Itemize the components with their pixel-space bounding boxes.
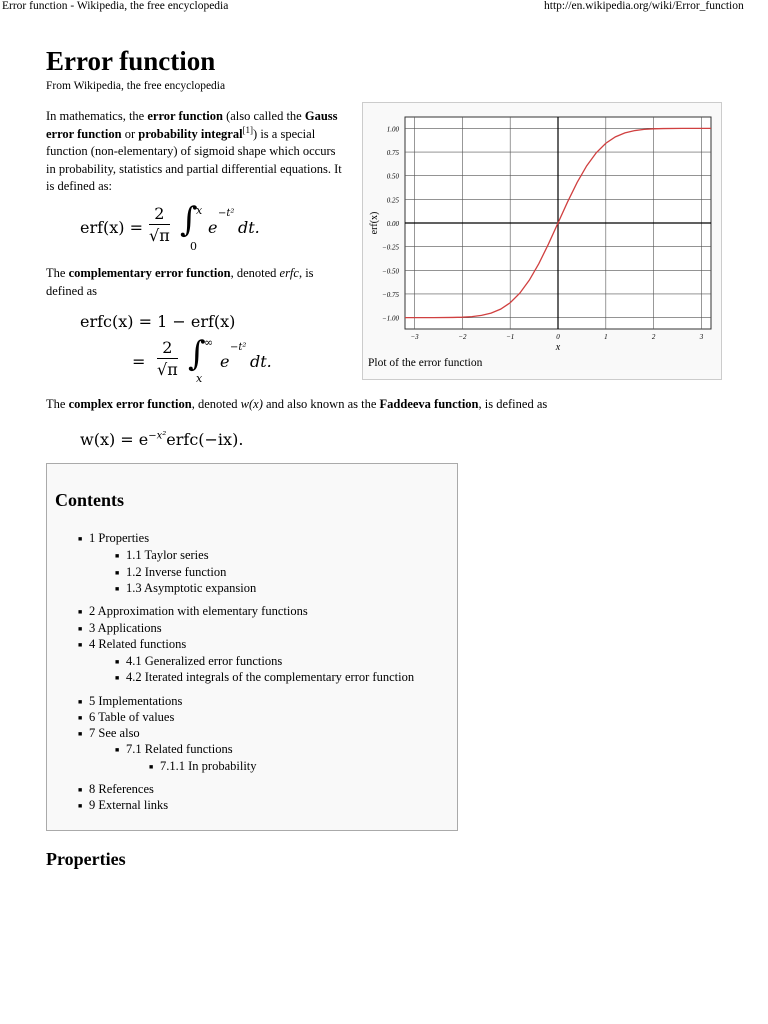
intro-text-4: ) is a special function (non-elementary) of sigmoid shape which occurs in probability, statistics and partial differential equations. It is defined as: xyxy=(46,126,342,193)
w-rhs: erfc(−ix). xyxy=(166,430,244,449)
comp-text-3: , is defined as xyxy=(46,266,314,298)
w-lhs: w(x) = e xyxy=(80,430,149,449)
erf-plot xyxy=(367,107,717,353)
toc-item-4-2[interactable]: ■ 4.2 Iterated integrals of the complementary error function xyxy=(126,670,414,685)
complex-text-1: The xyxy=(46,397,69,411)
x-tick-label: 2 xyxy=(651,333,656,341)
y-tick-label: 0.00 xyxy=(386,220,399,228)
toc-item-7-1[interactable]: ■ 7.1 Related functions xyxy=(126,742,233,757)
toc-item-1[interactable]: ■ 1 Properties xyxy=(89,531,149,546)
y-tick-label: 0.75 xyxy=(386,149,399,158)
complementary-paragraph xyxy=(46,265,346,300)
erfc-denominator: √π xyxy=(157,360,178,379)
y-tick-label: 0.25 xyxy=(386,196,399,205)
complex-paragraph xyxy=(46,396,706,414)
erfc-line-1: erfc(x) = 1 − erf(x) xyxy=(80,312,236,331)
toc-item-6[interactable]: ■ 6 Table of values xyxy=(89,710,174,725)
y-tick-label: −0.75 xyxy=(382,290,399,299)
print-header xyxy=(0,0,768,16)
print-header-url[interactable]: http://en.wikipedia.org/wiki/Error_function xyxy=(544,0,744,12)
toc-item-1-3[interactable]: ■ 1.3 Asymptotic expansion xyxy=(126,581,256,596)
toc-item-4[interactable]: ■ 4 Related functions xyxy=(89,637,186,652)
integral-sign-2: ∫ xyxy=(188,334,206,374)
complex-symbol: w(x) xyxy=(240,397,263,411)
w-exponent: −x² xyxy=(148,430,167,442)
y-tick-label: −0.50 xyxy=(382,267,399,276)
erfc-numerator: 2 xyxy=(157,338,178,359)
y-tick-label: 1.00 xyxy=(386,125,399,134)
toc-item-5[interactable]: ■ 5 Implementations xyxy=(89,694,182,709)
figure-caption: Plot of the error function xyxy=(368,357,483,369)
erf-numerator: 2 xyxy=(149,204,170,225)
faddeeva-formula xyxy=(80,430,243,449)
y-tick-label: −1.00 xyxy=(382,314,399,323)
intro-text-1: In mathematics, the xyxy=(46,109,148,123)
complex-text-3: and also known as the xyxy=(262,397,380,411)
faddeeva-term: Faddeeva function xyxy=(379,397,479,411)
print-header-title: Error function - Wikipedia, the free encyclopedia xyxy=(2,0,229,12)
toc-item-8[interactable]: ■ 8 References xyxy=(89,782,154,797)
toc-item-1-2[interactable]: ■ 1.2 Inverse function xyxy=(126,565,226,580)
y-tick-label: 0.50 xyxy=(386,172,399,181)
intro-term-error-function: error function xyxy=(147,109,223,123)
erfc-lower-limit: x xyxy=(196,372,203,385)
toc-item-4-1[interactable]: ■ 4.1 Generalized error functions xyxy=(126,654,282,669)
complex-term: complex error function xyxy=(68,397,192,411)
erf-upper-limit: x xyxy=(196,204,203,217)
erfc-integrand: e xyxy=(220,352,230,371)
toc-item-7-1-1[interactable]: ■ 7.1.1 In probability xyxy=(160,759,257,774)
page-title: Error function xyxy=(46,46,216,76)
x-tick-label: 1 xyxy=(604,333,608,341)
comp-symbol: erfc xyxy=(279,266,299,280)
x-tick-label: −1 xyxy=(506,333,515,341)
comp-text-1: The xyxy=(46,266,69,280)
x-tick-label: 0 xyxy=(556,333,560,341)
x-tick-label: 3 xyxy=(699,333,704,341)
erf-lhs: erf(x) = xyxy=(80,218,144,237)
intro-paragraph xyxy=(46,108,346,196)
y-axis-label: erf(x) xyxy=(369,211,380,235)
toc-title: Contents xyxy=(55,490,125,510)
erf-dt: dt. xyxy=(238,218,260,237)
x-axis-label: x xyxy=(555,342,561,353)
table-of-contents xyxy=(46,463,458,831)
erfc-formula xyxy=(80,312,340,386)
reference-link-1[interactable]: [1] xyxy=(242,124,254,135)
x-tick-label: −2 xyxy=(458,333,467,341)
erf-denominator: √π xyxy=(149,226,170,245)
intro-term-gauss: Gauss error function xyxy=(46,109,338,141)
erf-exponent: −t² xyxy=(218,208,235,219)
erf-lower-limit: 0 xyxy=(190,240,197,253)
toc-item-2[interactable]: ■ 2 Approximation with elementary functions xyxy=(89,604,308,619)
complex-text-4: , is defined as xyxy=(478,397,548,411)
intro-text-2: (also called the xyxy=(222,109,305,123)
y-tick-label: −0.25 xyxy=(382,243,399,252)
erfc-dt: dt. xyxy=(250,352,272,371)
error-function-figure[interactable] xyxy=(362,102,722,380)
comp-text-2: , denoted xyxy=(230,266,280,280)
erfc-equals: = xyxy=(132,352,146,371)
erf-formula xyxy=(80,200,340,254)
section-heading-properties: Properties xyxy=(46,849,126,869)
intro-text-3: or xyxy=(121,126,139,141)
erf-fraction xyxy=(149,204,170,245)
erfc-fraction xyxy=(157,338,178,379)
erf-integrand: e xyxy=(208,218,218,237)
erfc-upper-limit: ∞ xyxy=(204,336,214,349)
page-subtitle: From Wikipedia, the free encyclopedia xyxy=(46,80,226,92)
toc-item-7[interactable]: ■ 7 See also xyxy=(89,726,140,741)
comp-term: complementary error function xyxy=(68,266,231,280)
toc-item-9[interactable]: ■ 9 External links xyxy=(89,798,168,813)
intro-term-probability-integral: probability integral xyxy=(138,126,243,141)
x-tick-label: −3 xyxy=(410,333,419,341)
toc-item-1-1[interactable]: ■ 1.1 Taylor series xyxy=(126,548,209,563)
complex-text-2: , denoted xyxy=(191,397,241,411)
erfc-exponent: −t² xyxy=(230,342,247,353)
toc-item-3[interactable]: ■ 3 Applications xyxy=(89,621,162,636)
integral-sign: ∫ xyxy=(180,200,198,240)
